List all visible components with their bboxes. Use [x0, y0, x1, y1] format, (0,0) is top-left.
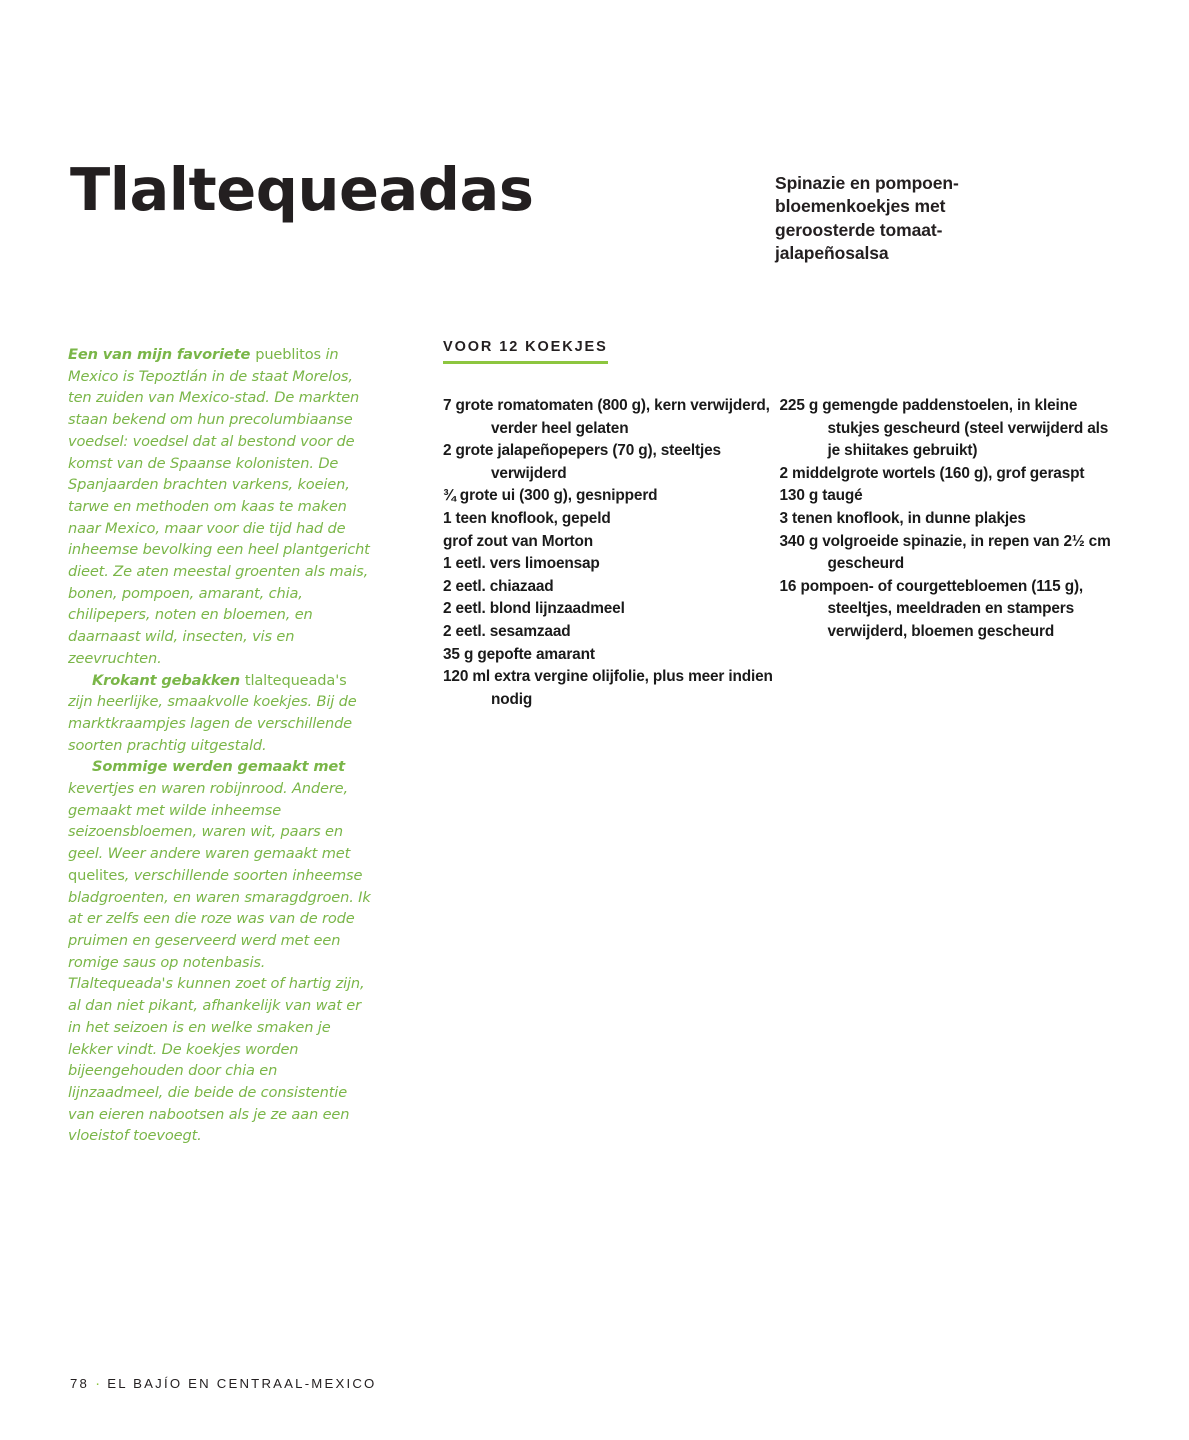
intro-roman-term: tlaltequeada's	[244, 671, 347, 689]
ingredient-list	[780, 395, 1116, 644]
ingredient-list	[443, 395, 779, 711]
ingredient-item: 120 ml extra vergine olijfolie, plus meer indien nodig	[443, 668, 773, 708]
intro-paragraph	[68, 344, 373, 670]
intro-roman-term: pueblitos	[255, 346, 321, 363]
ingredients-column-2	[779, 395, 1116, 711]
intro-lead-in: Een van mijn favoriete	[68, 346, 256, 363]
ingredient-item: 16 pompoen- of courgettebloemen (115 g), steeltjes, meeldraden en stampers verwijderd, bloemen gescheurd	[779, 577, 1084, 640]
intro-paragraph	[68, 756, 373, 1147]
ingredient-item: 1 eetl. vers limoensap	[443, 555, 600, 573]
ingredient-item: 35 g gepofte amarant	[443, 645, 595, 663]
page-number: 78	[70, 1376, 90, 1391]
page-title: Tlaltequeadas	[70, 155, 534, 224]
ingredient-item: 1 teen knoflook, gepeld	[443, 509, 611, 527]
intro-body: kevertjes en waren robijnrood. Andere, gemaakt met wilde inheemse seizoensbloemen, waren wit, paars en geel. Weer andere waren gemaakt met	[68, 780, 351, 863]
page-header	[70, 155, 1115, 263]
intro-lead-in: Sommige werden gemaakt met	[92, 758, 345, 776]
ingredient-item: 2 middelgrote wortels (160 g), grof geraspt	[779, 464, 1085, 482]
intro-lead-in: Krokant gebakken	[92, 671, 245, 689]
ingredient-item: 7 grote romatomaten (800 g), kern verwijderd, verder heel gelaten	[443, 397, 770, 437]
chapter-name: EL BAJÍO EN CENTRAAL-MEXICO	[107, 1376, 377, 1391]
ingredient-item: 2 eetl. sesamzaad	[443, 622, 571, 640]
ingredient-item: 225 g gemengde paddenstoelen, in kleine stukjes gescheurd (steel verwijderd als je shiitakes gebruikt)	[779, 397, 1109, 460]
ingredient-item: 340 g volgroeide spinazie, in repen van 2½ cm gescheurd	[779, 532, 1111, 573]
ingredients-columns	[443, 395, 1115, 711]
ingredient-item: grof zout van Morton	[443, 532, 594, 550]
ingredient-item: 3 tenen knoflook, in dunne plakjes	[779, 509, 1026, 527]
intro-body: , verschillende soorten inheemse bladgroenten, en waren smaragdgroen. Ik at er zelfs een die roze was van de rode pruimen en geserveerd werd met een romige saus op notenbasis. Tlaltequeada's kunnen zoet of hartig zijn, al dan niet pikant, afhankelijk van wat er in het seizoen is en welke smaken je lekker vindt. De koekjes worden bijeengehouden door chia en lijnzaadmeel, die beide de consistentie van eieren nabootsen als je ze aan een vloeistof toevoegt.	[68, 866, 371, 1145]
ingredients-section	[443, 338, 1115, 711]
ingredient-item: 2 eetl. chiazaad	[443, 577, 554, 595]
intro-body: in Mexico is Tepoztlán in de staat Morelos, ten zuiden van Mexico-stad. De markten staan bekend om hun precolumbiaanse voedsel: voedsel dat al bestond voor de komst van de Spaanse kolonisten. De Spanjaarden brachten varkens, koeien, tarwe en methoden om kaas te maken naar Mexico, maar voor die tijd had de inheemse bevolking een heel plantgericht dieet. Ze aten meestal groenten als mais, bonen, pompoen, amarant, chia, chilipepers, noten en bloemen, en daarnaast wild, insecten, vis en zeevruchten.	[68, 346, 370, 667]
ingredient-item: 130 g taugé	[779, 487, 863, 505]
intro-paragraph	[68, 670, 373, 757]
ingredient-item: 2 eetl. blond lijnzaadmeel	[443, 600, 625, 618]
intro-roman-term: quelites	[68, 866, 125, 884]
intro-column	[68, 344, 373, 1147]
page-footer	[70, 1376, 377, 1391]
ingredient-item: ¾ grote ui (300 g), gesnipperd	[443, 487, 658, 505]
ingredient-item: 2 grote jalapeñopepers (70 g), steeltjes verwijderd	[443, 442, 721, 482]
recipe-subtitle: Spinazie en pompoen-bloemenkoekjes met geroosterde tomaat-jalapeñosalsa	[775, 173, 959, 263]
footer-separator-dot: ·	[95, 1375, 103, 1392]
intro-body: zijn heerlijke, smaakvolle koekjes. Bij de marktkraampjes lagen de verschillende soorten prachtig uitgestald.	[68, 693, 357, 754]
ingredients-column-1	[443, 395, 779, 711]
yield-heading: VOOR 12 KOEKJES	[443, 339, 608, 364]
